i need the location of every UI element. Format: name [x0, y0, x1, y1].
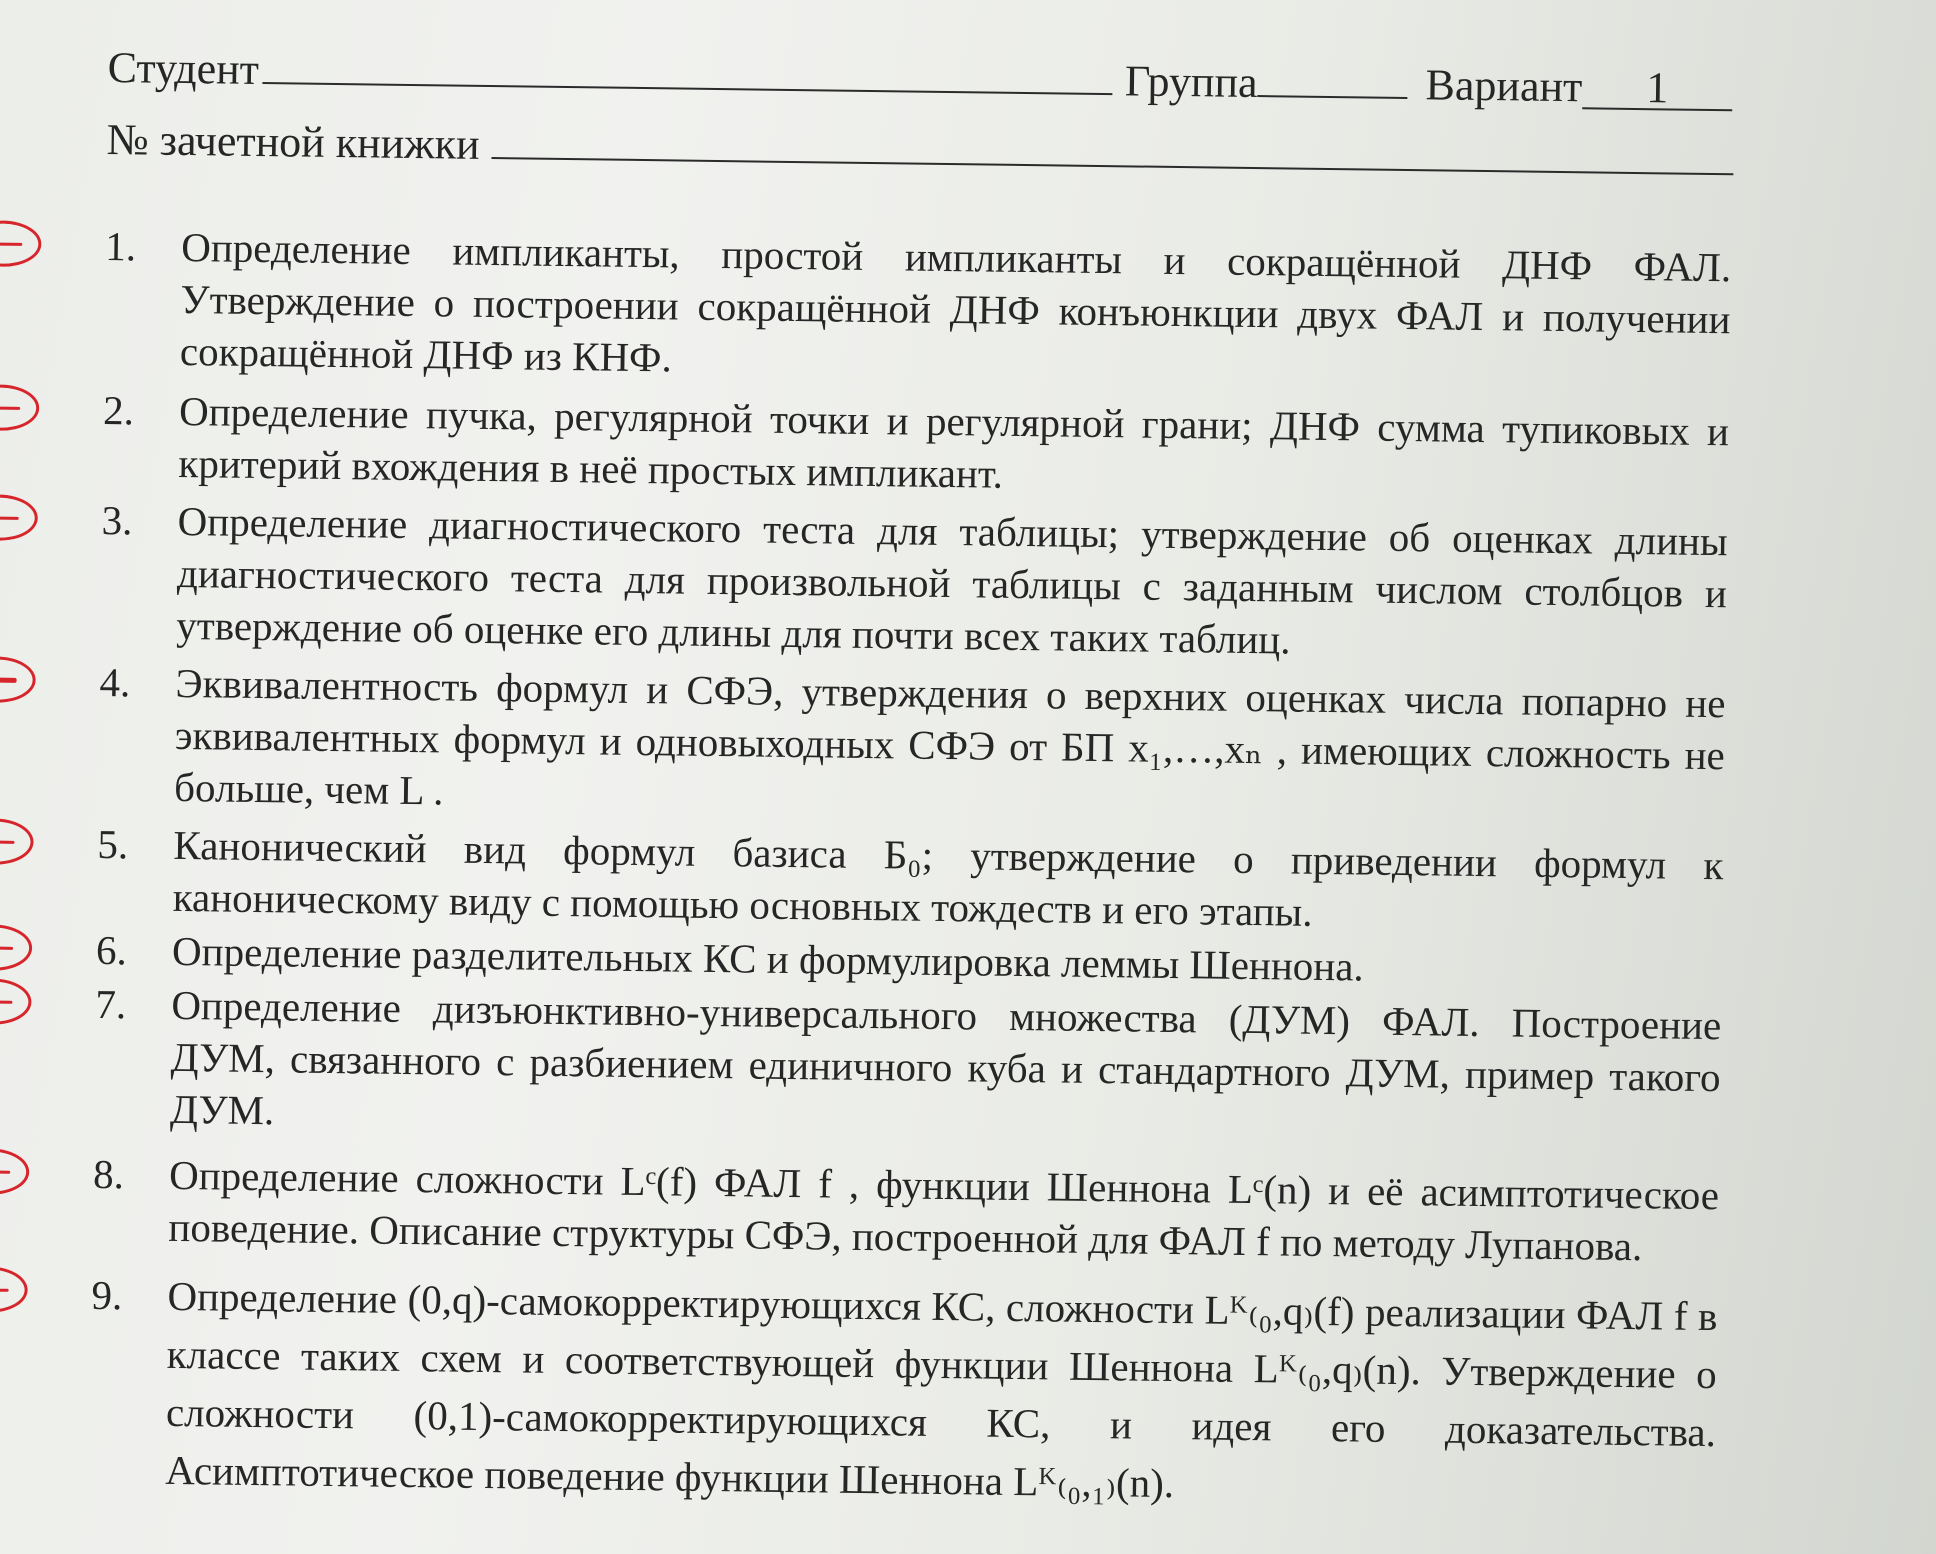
question-text: Определение разделительных КС и формулировка леммы Шеннона. — [171, 927, 1365, 990]
question-text: Определение (0,q)-самокорректирующихся КС, сложности Lᴷ₍₀,q₎(f) реализации ФАЛ f в классе таких схем и соответствующей функции Шеннона Lᴷ₍₀,q₎(n). Утверждение о сложности (0,1)-самокорректирующихся КС, и идея его доказательства. Асимптотическое поведение функции Шеннона Lᴷ₍₀,₁₎(n). — [164, 1272, 1718, 1507]
minus-mark-icon — [0, 1266, 28, 1313]
question-7 — [94, 978, 1746, 1156]
question-number: 8. — [92, 1150, 125, 1198]
question-number: 1. — [105, 222, 137, 270]
exam-page — [89, 40, 1758, 1521]
header-row-1 — [107, 40, 1758, 126]
question-5 — [96, 818, 1747, 944]
question-text: Эквивалентность формул и СФЭ, утверждения о верхних оценках числа попарно не эквивалентных формул и одновыходных СФЭ от БП x₁,…,xₙ , имеющих сложность не больше, чем L . — [173, 659, 1726, 814]
record-book-label: № зачетной книжки — [106, 114, 480, 169]
minus-mark-icon — [0, 384, 39, 431]
question-text: Определение сложности Lᶜ(f) ФАЛ f , функции Шеннона Lᶜ(n) и её асимптотическое поведение. Описание структуры СФЭ, построенной для ФАЛ f по методу Лупанова. — [168, 1151, 1720, 1270]
question-1 — [104, 220, 1756, 398]
question-number: 3. — [101, 496, 133, 544]
question-text: Определение дизъюнктивно-универсального множества (ДУМ) ФАЛ. Построение ДУМ, связанного с разбиением единичного куба и стандартного ДУМ, пример такого ДУМ. — [169, 981, 1722, 1134]
minus-mark-icon — [0, 656, 36, 703]
question-number: 9. — [91, 1271, 123, 1319]
student-label: Студент — [107, 42, 260, 94]
question-list — [89, 220, 1756, 1519]
variant-value: 1 — [1582, 67, 1733, 111]
question-8 — [92, 1148, 1743, 1274]
minus-mark-icon — [0, 924, 32, 971]
header-row-2 — [106, 112, 1757, 198]
question-number: 6. — [95, 926, 128, 974]
variant-label: Вариант — [1425, 60, 1583, 112]
question-number: 2. — [102, 386, 135, 434]
question-text: Определение диагностического теста для таблицы; утверждение об оценках длины диагностического теста для произвольной таблицы с заданным числом столбцов и утверждение об оценке его длины для почти всех таких таблиц. — [176, 497, 1728, 663]
header — [106, 40, 1758, 198]
question-3 — [100, 494, 1752, 672]
minus-mark-icon — [0, 1148, 29, 1195]
group-label: Группа — [1124, 56, 1258, 108]
record-book-line — [491, 117, 1733, 175]
question-number: 7. — [95, 980, 127, 1028]
minus-mark-icon — [0, 818, 34, 865]
minus-mark-icon — [0, 220, 42, 267]
minus-mark-icon — [0, 494, 38, 541]
student-name-line — [263, 42, 1113, 95]
question-number: 5. — [97, 820, 129, 868]
question-number: 4. — [99, 658, 131, 706]
question-9 — [89, 1266, 1742, 1520]
question-text: Канонический вид формул базиса Б₀; утверждение о приведении формул к каноническому виду с помощью основных тождеств и его этапы. — [172, 821, 1724, 935]
question-text: Определение пучка, регулярной точки и регулярной грани; ДНФ сумма тупиковых и критерий вхождения в неё простых импликант. — [178, 387, 1730, 497]
group-line — [1257, 55, 1408, 99]
question-2 — [102, 384, 1753, 510]
question-text: Определение импликанты, простой импликанты и сокращённой ДНФ ФАЛ. Утверждение о построении сокращённой ДНФ конъюнкции двух ФАЛ и получении сокращённой ДНФ из КНФ. — [179, 223, 1732, 381]
question-4 — [98, 656, 1750, 834]
minus-mark-icon — [0, 978, 32, 1025]
